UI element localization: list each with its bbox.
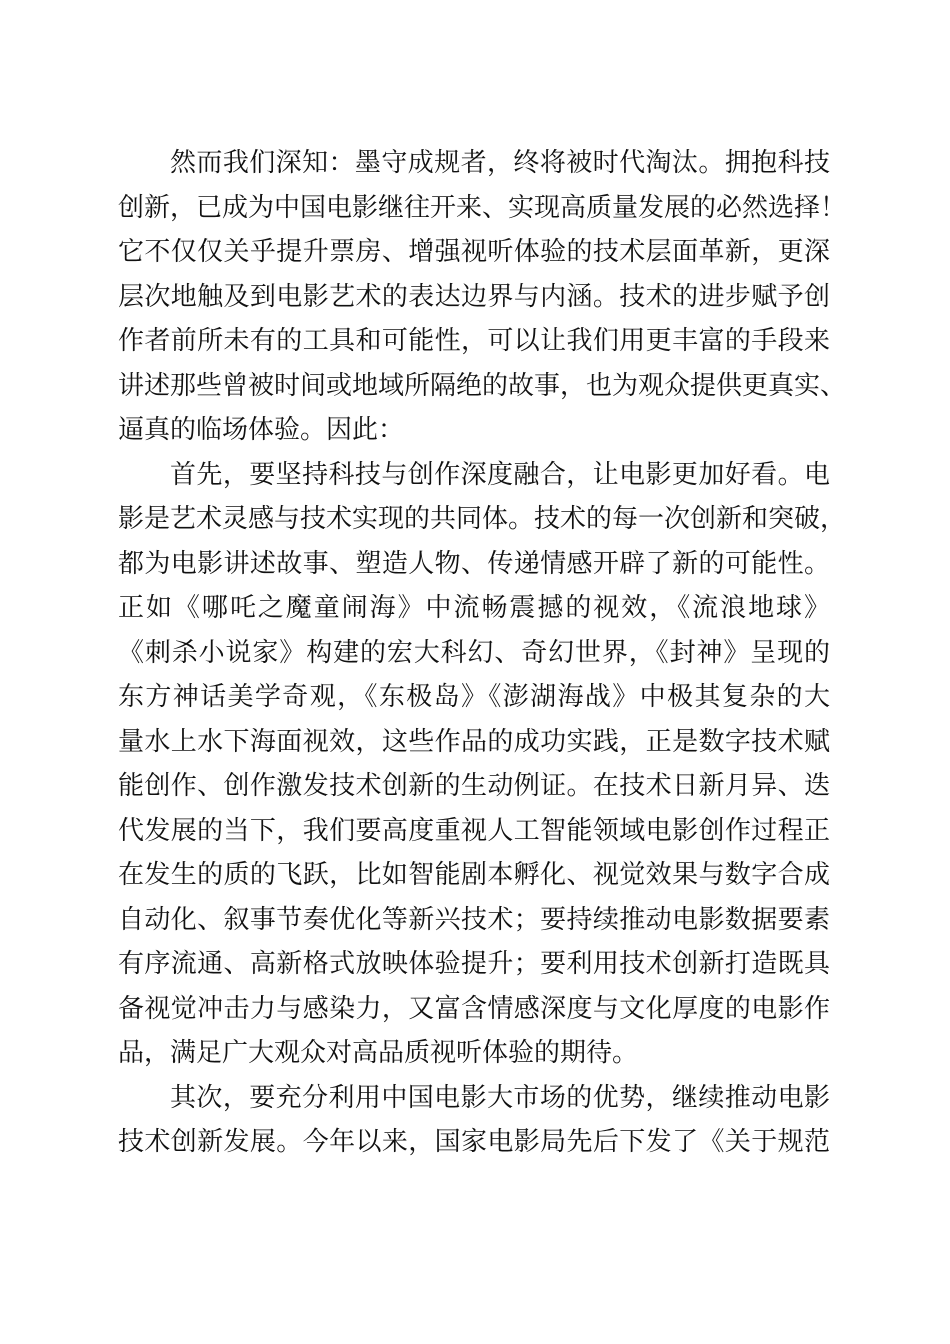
text-line: 讲述那些曾被时间或地域所隔绝的故事，也为观众提供更真实、 — [118, 370, 847, 401]
text-line: 都为电影讲述故事、塑造人物、传递情感开辟了新的可能性。 — [118, 548, 830, 579]
text-line: 作者前所未有的工具和可能性，可以让我们用更丰富的手段来 — [118, 326, 830, 356]
text-line: 正如《哪吒之魔童闹海》中流畅震撼的视效，《流浪地球》 — [118, 593, 830, 623]
text-line: 自动化、叙事节奏优化等新兴技术；要持续推动电影数据要素 — [118, 904, 830, 935]
text-line: 逼真的临场体验。因此： — [118, 415, 405, 445]
text-line: 在发生的质的飞跃，比如智能剧本孵化、视觉效果与数字合成 — [118, 860, 830, 890]
text-line: 创新，已成为中国电影继往开来、实现高质量发展的必然选择！ — [118, 192, 847, 223]
paragraph — [118, 1076, 830, 1165]
text-line: 层次地触及到电影艺术的表达边界与内涵。技术的进步赋予创 — [118, 281, 830, 312]
text-line: 品，满足广大观众对高品质视听体验的期待。 — [118, 1038, 639, 1068]
paragraph — [118, 453, 847, 1076]
text-line: 然而我们深知：墨守成规者，终将被时代淘汰。拥抱科技 — [170, 148, 830, 178]
text-line: 它不仅仅关乎提升票房、增强视听体验的技术层面革新，更深 — [118, 237, 830, 267]
text-line: 《刺杀小说家》构建的宏大科幻、奇幻世界，《封神》呈现的 — [118, 637, 830, 668]
text-line: 备视觉冲击力与感染力，又富含情感深度与文化厚度的电影作 — [118, 993, 830, 1024]
text-line: 东方神话美学奇观，《东极岛》《澎湖海战》中极其复杂的大 — [118, 682, 830, 712]
text-line: 有序流通、高新格式放映体验提升；要利用技术创新打造既具 — [118, 949, 830, 979]
text-line: 其次，要充分利用中国电影大市场的优势，继续推动电影 — [170, 1082, 830, 1113]
text-line: 量水上水下海面视效，这些作品的成功实践，正是数字技术赋 — [118, 726, 830, 757]
paragraph — [118, 141, 847, 453]
text-line: 代发展的当下，我们要高度重视人工智能领域电影创作过程正 — [118, 815, 830, 846]
document-body — [118, 141, 847, 1165]
text-line: 能创作、创作激发技术创新的生动例证。在技术日新月异、迭 — [118, 771, 830, 801]
text-line: 首先，要坚持科技与创作深度融合，让电影更加好看。电 — [170, 459, 830, 490]
text-line: 技术创新发展。今年以来，国家电影局先后下发了《关于规范 — [118, 1127, 830, 1157]
text-line: 影是艺术灵感与技术实现的共同体。技术的每一次创新和突破， — [118, 504, 847, 534]
